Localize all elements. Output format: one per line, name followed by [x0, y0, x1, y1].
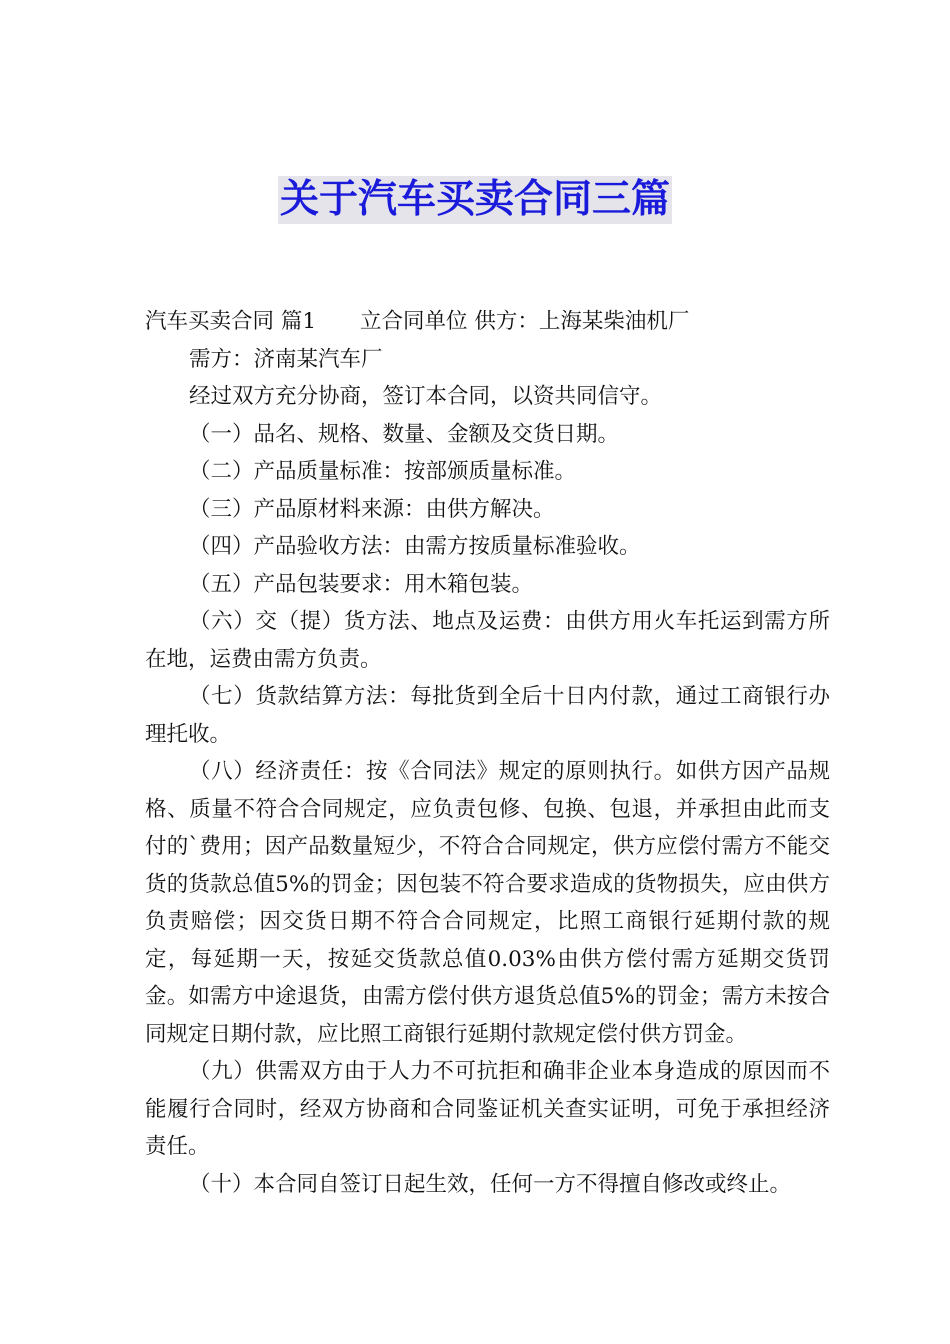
document-title: 关于汽车买卖合同三篇	[279, 177, 670, 222]
contract-parties: 立合同单位 供方：上海某柴油机厂	[360, 309, 690, 334]
clause-10: （十）本合同自签订日起生效，任何一方不得擅自修改或终止。	[189, 1171, 792, 1197]
clause-2: （二）产品质量标准：按部颁质量标准。	[189, 459, 577, 484]
clause-1: （一）品名、规格、数量、金额及交货日期。	[189, 421, 620, 447]
title-container	[0, 176, 950, 224]
clause-8: （八）经济责任：按《合同法》规定的原则执行。如供方因产品规格、质量不符合合同规定，应负责包修、包换、包退，并承担由此而支付的`费用；因产品数量短少，不符合合同规定，供方应偿付需方不能交货的货款总值5%的罚金；因包装不符合要求造成的货物损失，应由供方负责赔偿；因交货日期不符合合同规定，比照工商银行延期付款的规定，每延期一天，按延交货款总值0.03%由供方偿付需方延期交货罚金。如需方中途退货，由需方偿付供方退货总值5%的罚金；需方未按合同规定日期付款，应比照工商银行延期付款规定偿付供方罚金。	[145, 759, 830, 1047]
paragraph-buyer: 需方：济南某汽车厂	[189, 346, 383, 372]
contract-heading: 汽车买卖合同 篇1	[145, 309, 317, 334]
clause-4: （四）产品验收方法：由需方按质量标准验收。	[189, 534, 641, 559]
clause-7: （七）货款结算方法：每批货到全后十日内付款，通过工商银行办理托收。	[145, 684, 830, 747]
clause-3: （三）产品原材料来源：由供方解决。	[189, 496, 555, 522]
clause-9: （九）供需双方由于人力不可抗拒和确非企业本身造成的原因而不能履行合同时，经双方协商和合同鉴证机关查实证明，可免于承担经济责任。	[145, 1059, 830, 1159]
contract-heading-line	[145, 303, 830, 341]
paragraph-preamble: 经过双方充分协商，签订本合同，以资共同信守。	[189, 384, 663, 409]
clause-6: （六）交（提）货方法、地点及运费：由供方用火车托运到需方所在地，运费由需方负责。	[145, 609, 830, 672]
document-body	[145, 303, 830, 1203]
clause-5: （五）产品包装要求：用木箱包装。	[189, 571, 534, 597]
